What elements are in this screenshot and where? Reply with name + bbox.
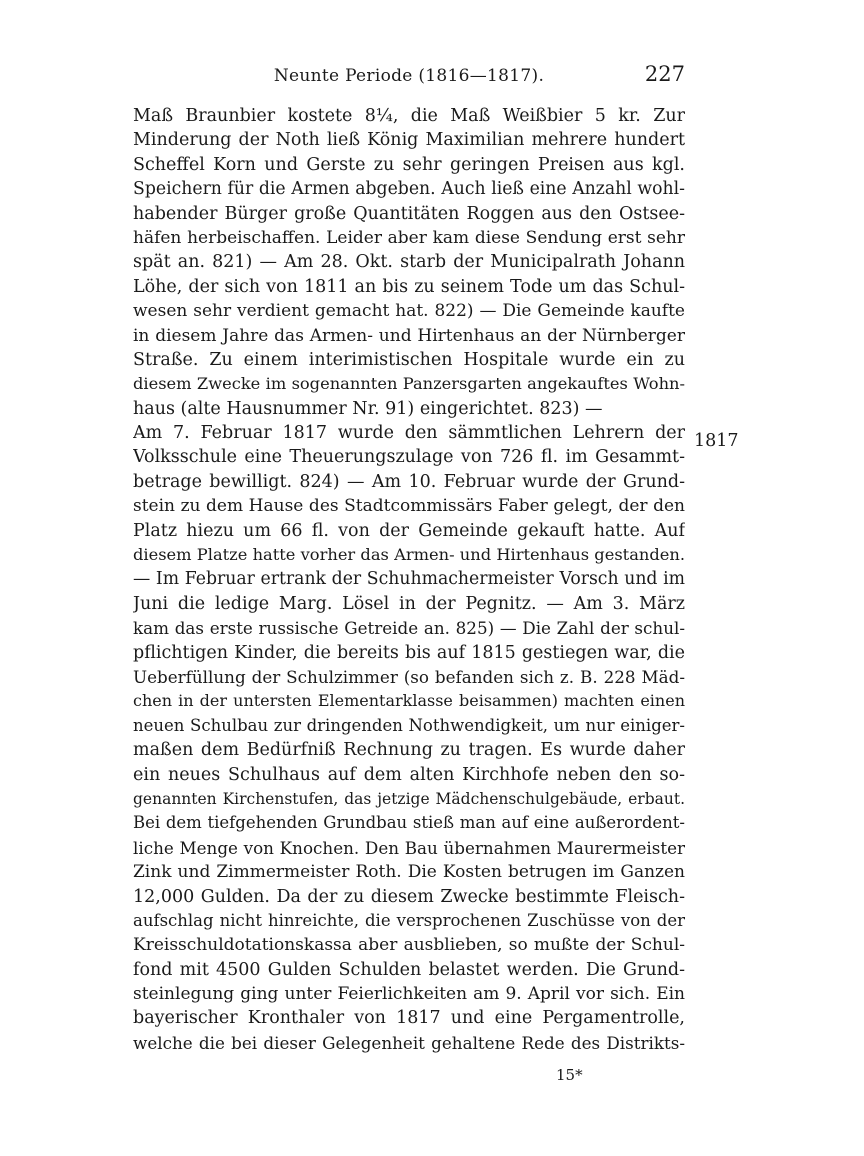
text-line: Speichern für die Armen abgeben. Auch ließ eine Anzahl wohl-	[133, 179, 685, 200]
text-line: — Im Februar ertrank der Schuhmachermeister Vorsch und im	[133, 569, 685, 590]
text-line: chen in der untersten Elementarklasse beisammen) machten einen	[133, 691, 685, 711]
text-line: welche die bei dieser Gelegenheit gehaltene Rede des Distrikts-	[133, 1032, 685, 1053]
text-line: Maß Braunbier kostete 8¼, die Maß Weißbier 5 kr. Zur	[133, 106, 685, 126]
running-head: Neunte Periode (1816—1817).	[273, 66, 545, 86]
text-line: betrage bewilligt. 824) — Am 10. Februar wurde der Grund-	[133, 471, 685, 492]
text-line: ein neues Schulhaus auf dem alten Kirchhofe neben den so-	[133, 764, 685, 785]
page-number: 227	[644, 62, 685, 86]
text-line: Platz hiezu um 66 fl. von der Gemeinde gekauft hatte. Auf	[133, 520, 685, 541]
text-line: liche Menge von Knochen. Den Bau übernahmen Maurermeister	[133, 837, 685, 858]
text-line: maßen dem Bedürfniß Rechnung zu tragen. Es wurde daher	[133, 740, 685, 761]
text-line: 12,000 Gulden. Da der zu diesem Zwecke bestimmte Fleisch-	[133, 886, 685, 907]
text-line: bayerischer Kronthaler von 1817 und eine Pergamentrolle,	[133, 1008, 685, 1029]
margin-year-note: 1817	[694, 431, 739, 451]
text-line: diesem Platze hatte vorher das Armen- und Hirtenhaus gestanden.	[133, 545, 685, 565]
text-line: Kreisschuldotationskassa aber ausblieben, so mußte der Schul-	[133, 935, 685, 956]
text-line: häfen herbeischaffen. Leider aber kam diese Sendung erst sehr	[133, 227, 685, 248]
body-text	[133, 104, 685, 1055]
text-line: spät an. 821) — Am 28. Okt. starb der Municipalrath Johann	[133, 252, 685, 273]
text-line: Volksschule eine Theuerungszulage von 726 fl. im Gesammt-	[133, 447, 685, 468]
text-line: haus (alte Hausnummer Nr. 91) eingerichtet. 823) —	[133, 398, 603, 419]
page-header	[133, 62, 685, 92]
text-line: neuen Schulbau zur dringenden Nothwendigkeit, um nur einiger-	[133, 715, 685, 735]
text-line: stein zu dem Hause des Stadtcommissärs Faber gelegt, der den	[133, 496, 685, 517]
text-line: wesen sehr verdient gemacht hat. 822) — Die Gemeinde kaufte	[133, 301, 685, 322]
text-line: Löhe, der sich von 1811 an bis zu seinem Tode um das Schul-	[133, 276, 685, 297]
text-line: fond mit 4500 Gulden Schulden belastet werden. Die Grund-	[133, 959, 685, 980]
text-line: Am 7. Februar 1817 wurde den sämmtlichen Lehrern der	[133, 423, 685, 444]
text-line: Juni die ledige Marg. Lösel in der Pegnitz. — Am 3. März	[133, 593, 685, 614]
text-line: Minderung der Noth ließ König Maximilian mehrere hundert	[133, 130, 685, 151]
text-line: Ueberfüllung der Schulzimmer (so befanden sich z. B. 228 Mäd-	[133, 666, 685, 687]
text-line: Zink und Zimmermeister Roth. Die Kosten betrugen im Ganzen	[133, 862, 685, 883]
text-line: habender Bürger große Quantitäten Roggen aus den Ostsee-	[133, 203, 685, 224]
printer-signature: 15*	[556, 1066, 583, 1084]
text-line: pflichtigen Kinder, die bereits bis auf 1815 gestiegen war, die	[133, 642, 685, 663]
text-line: diesem Zwecke im sogenannten Panzersgarten angekauftes Wohn-	[133, 374, 685, 394]
text-line: steinlegung ging unter Feierlichkeiten am 9. April vor sich. Ein	[133, 984, 685, 1005]
text-line: Straße. Zu einem interimistischen Hospitale wurde ein zu	[133, 349, 685, 370]
text-line: Bei dem tiefgehenden Grundbau stieß man auf eine außerordent-	[133, 813, 685, 833]
text-line: in diesem Jahre das Armen- und Hirtenhaus an der Nürnberger	[133, 325, 685, 346]
text-line: genannten Kirchenstufen, das jetzige Mädchenschulgebäude, erbaut.	[133, 789, 685, 808]
text-line: kam das erste russische Getreide an. 825) — Die Zahl der schul-	[133, 618, 685, 639]
text-line: aufschlag nicht hinreichte, die versprochenen Zuschüsse von der	[133, 910, 685, 930]
text-line: Scheffel Korn und Gerste zu sehr geringen Preisen aus kgl.	[133, 154, 685, 175]
